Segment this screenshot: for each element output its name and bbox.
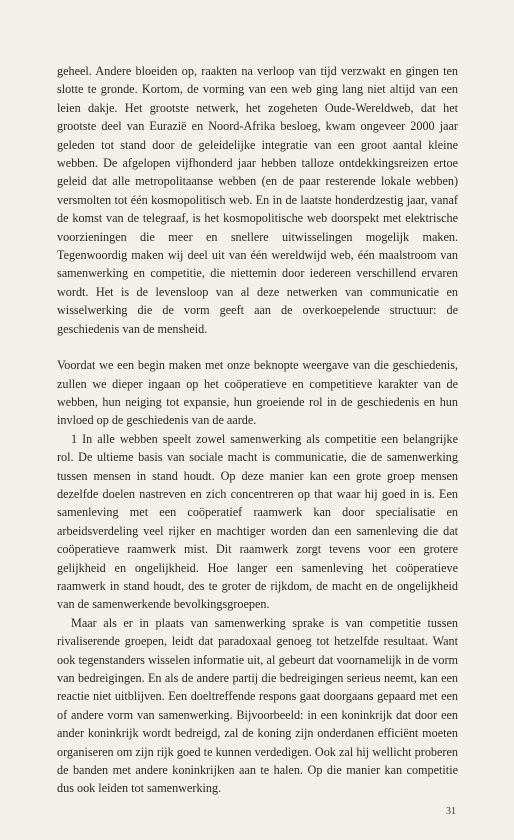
section-gap xyxy=(57,338,458,356)
paragraph-3: 1 In alle webben speelt zowel samenwerking als competitie een belangrijke rol. De ultieme basis van sociale macht is communicatie, die de samenwerking tussen mensen in stand houdt. Op deze manier kan een grote groep mensen dezelfde doelen nastreven en zich concentreren op that waar hij goed in is. Een samenleving met een coöperatief raamwerk kan door specialisatie en arbeidsverdeling veel rijker en machtiger worden dan een samenleving die dat coöperatieve raamwerk mist. Dit raamwerk zorgt tevens voor een grotere gelijkheid en ongelijkheid. Hoe langer een samenleving het coöperatieve raamwerk in stand houdt, des te groter de rijkdom, de macht en de ongelijkheid van de samenwerkende bevolkingsgroepen. xyxy=(57,431,458,612)
paragraph-4: Maar als er in plaats van samenwerking sprake is van competitie tussen rivaliserende groepen, leidt dat paradoxaal genoeg tot hetzelfde resultaat. Want ook tegenstanders wisselen informatie uit, al gebeurt dat voornamelijk in de vorm van bedreigingen. En als de andere partij die bedreigingen serieus neemt, kan een reactie niet uitblijven. Een doeltreffende respons gaat doorgaans gepaard met een of andere vorm van samenwerking. Bijvoorbeeld: in een koninkrijk dat door een ander koninkrijk wordt bedreigd, zal de koning zijn onderdanen efficiënt moeten organiseren om zijn rijk goed te kunnen verdedigen. Ook zal hij wellicht proberen de banden met andere koninkrijken aan te halen. Op die manier kan competitie dus ook leiden tot samenwerking. xyxy=(57,615,458,796)
page-number: 31 xyxy=(446,806,456,817)
paragraph-2: Voordat we een begin maken met onze beknopte weergave van die geschiedenis, zullen we dieper ingaan op het coöperatieve en competitieve karakter van de webben, hun neiging tot expansie, hun groeiende rol in de geschiedenis en hun invloed op de geschiedenis van de aarde. xyxy=(57,358,458,428)
paragraph-1: geheel. Andere bloeiden op, raakten na verloop van tijd verzwakt en gingen ten slotte te gronde. Kortom, de vorming van een web ging lang niet altijd van een leien dakje. Het grootste netwerk, het zogeheten Oude-Wereldweb, dat het grootste deel van Eurazië en Noord-Afrika besloeg, kwam ongeveer 2000 jaar geleden tot stand door de geleidelijke integratie van een groot aantal kleine webben. De afgelopen vijfhonderd jaar hebben talloze ontdekkingsreizen ertoe geleid dat alle metropolitaanse webben (en de paar resterende lokale webben) versmolten tot één kosmopolitisch web. En in de laatste honderdzestig jaar, vanaf de komst van de telegraaf, is het kosmopolitische web doorspekt met elektrische voorzieningen die meer en snellere uitwisselingen mogelijk maken. Tegenwoordig maken wij deel uit van één wereldwijd web, één maalstroom van samenwerking en competitie, die niettemin door iedereen verschillend ervaren wordt. Het is de levensloop van al deze netwerken van communicatie en wisselwerking die de vorm geeft aan de overkoepelende structuur: de geschiedenis van de mensheid. xyxy=(57,64,458,336)
